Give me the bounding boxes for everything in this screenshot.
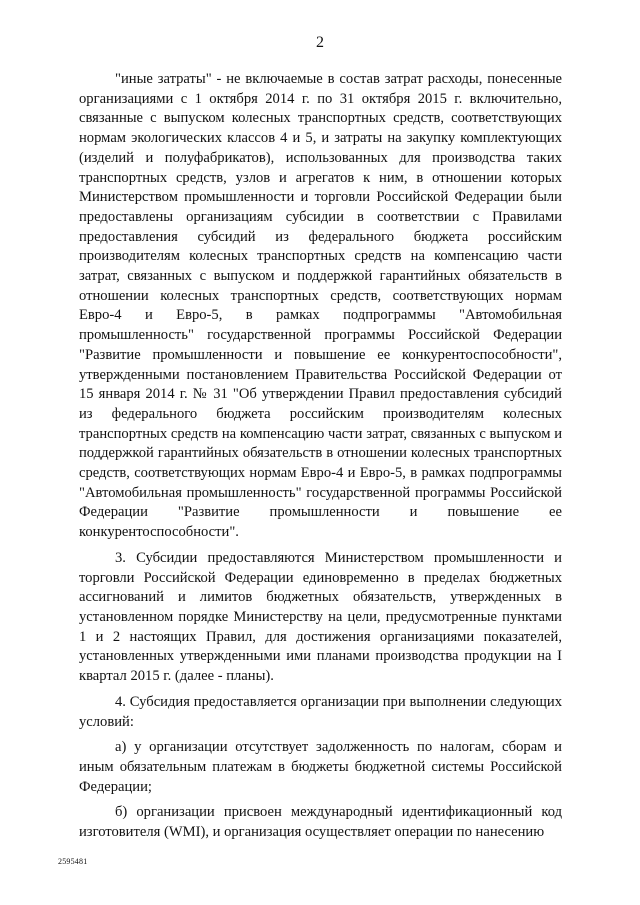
paragraph-condition-a: а) у организации отсутствует задолженность по налогам, сборам и иным обязательным платежам в бюджеты бюджетной системы Российской Федерации; [79, 739, 562, 795]
document-code: 2595481 [58, 857, 88, 866]
page-number: 2 [316, 34, 324, 51]
paragraph-item-3: 3. Субсидии предоставляются Министерством промышленности и торговли Российской Федерации единовременно в пределах бюджетных ассигнований и лимитов бюджетных обязательств, утвержденных в установленном порядке Министерству на цели, предусмотренные пунктами 1 и 2 настоящих Правил, для достижения организациями показателей, установленных утвержденными ими планами производства продукции на I квартал 2015 г. (далее - планы). [79, 549, 562, 685]
paragraph-other-costs-definition: "иные затраты" - не включаемые в состав затрат расходы, понесенные организациями с 1 октября 2014 г. по 31 октября 2015 г. включительно, связанные с выпуском колесных транспортных средств, соответствующих нормам экологических классов 4 и 5, и затраты на закупку комплектующих (изделий и полуфабрикатов), использованных для производства таких транспортных средств, узлов и агрегатов к ним, в отношении которых Министерством промышленности и торговли Российской Федерации были предоставлены организациям субсидии в соответствии с Правилами предоставления субсидий из федерального бюджета российским производителям колесных транспортных средств на компенсацию части затрат, связанных с выпуском и поддержкой гарантийных обязательств в отношении колесных транспортных средств, соответствующих нормам Евро-4 и Евро-5, в рамках подпрограммы "Автомобильная промышленность" государственной программы Российской Федерации "Развитие промышленности и повышение ее конкурентоспособности", утвержденными постановлением Правительства Российской Федерации от 15 января 2014 г. № 31 "Об утверждении Правил предоставления субсидий из федерального бюджета российским производителям колесных транспортных средств на компенсацию части затрат, связанных с выпуском и поддержкой гарантийных обязательств в отношении колесных транспортных средств, соответствующих нормам Евро-4 и Евро-5, в рамках подпрограммы "Автомобильная промышленность" государственной программы Российской Федерации "Развитие промышленности и повышение ее конкурентоспособности". [79, 71, 562, 541]
paragraph-condition-b: б) организации присвоен международный идентификационный код изготовителя (WMI), и организация осуществляет операции по нанесению [79, 804, 562, 841]
document-body [79, 70, 562, 843]
paragraph-item-4: 4. Субсидия предоставляется организации при выполнении следующих условий: [79, 693, 562, 730]
